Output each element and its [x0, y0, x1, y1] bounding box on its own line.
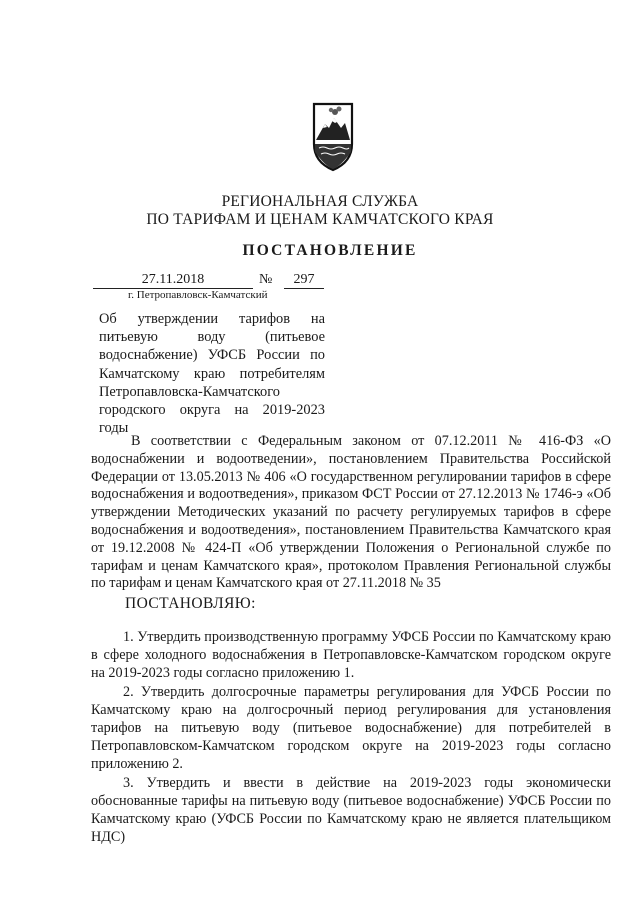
organization-name-line2: ПО ТАРИФАМ И ЦЕНАМ КАМЧАТСКОГО КРАЯ [146, 211, 494, 228]
document-subject: Об утверждении тарифов на питьевую воду (питьевое водоснабжение) УФСБ России по Камчатскому краю потребителям Петропавловска-Камчатского городского округа на 2019-2023 годы [99, 311, 325, 437]
document-number: 297 [284, 272, 324, 289]
decree-item-2: 2. Утвердить долгосрочные параметры регулирования для УФСБ России по Камчатскому краю на долгосрочный период регулирования для установления тарифов на питьевую воду (питьевое водоснабжение) для потребителей в Петропавловском-Камчатском городском округе на 2019-2023 годы согласно приложению 2. [91, 684, 611, 772]
document-place: г. Петропавловск-Камчатский [128, 289, 268, 301]
preamble-paragraph: В соответствии с Федеральным законом от 07.12.2011 № 416-ФЗ «О водоснабжении и водоотведении», постановлением Правительства Российской Федерации от 13.05.2013 № 406 «О государственном регулировании тарифов в сфере водоснабжения и водоотведения», приказом ФСТ России от 27.12.2013 № 1746-э «Об утверждении Методических указаний по расчету регулируемых тарифов в сфере водоснабжения и водоотведения», постановлением Правительства Камчатского края от 19.12.2008 № 424-П «Об утверждении Положения о Региональной службе по тарифам и ценам Камчатского края», протоколом Правления Региональной службы по тарифам и ценам Камчатского края от 27.11.2018 № 35 [91, 433, 611, 592]
number-sign: № [259, 272, 273, 287]
decree-item-3: 3. Утвердить и ввести в действие на 2019-2023 годы экономически обоснованные тарифы на питьевую воду (питьевое водоснабжение) УФСБ России по Камчатскому краю (УФСБ России по Камчатскому краю не является плательщиком НДС) [91, 775, 611, 845]
document-type-title: ПОСТАНОВЛЕНИЕ [242, 242, 418, 259]
decree-item-1: 1. Утвердить производственную программу УФСБ России по Камчатскому краю в сфере холодного водоснабжения в Петропавловске-Камчатском городском округе на 2019-2023 годы согласно приложению 1. [91, 629, 611, 681]
organization-name-line1: РЕГИОНАЛЬНАЯ СЛУЖБА [221, 193, 419, 210]
document-date: 27.11.2018 [93, 272, 253, 289]
decree-items [91, 629, 611, 849]
kamchatka-coat-of-arms-icon [311, 100, 355, 172]
decree-heading: ПОСТАНОВЛЯЮ: [125, 595, 256, 612]
